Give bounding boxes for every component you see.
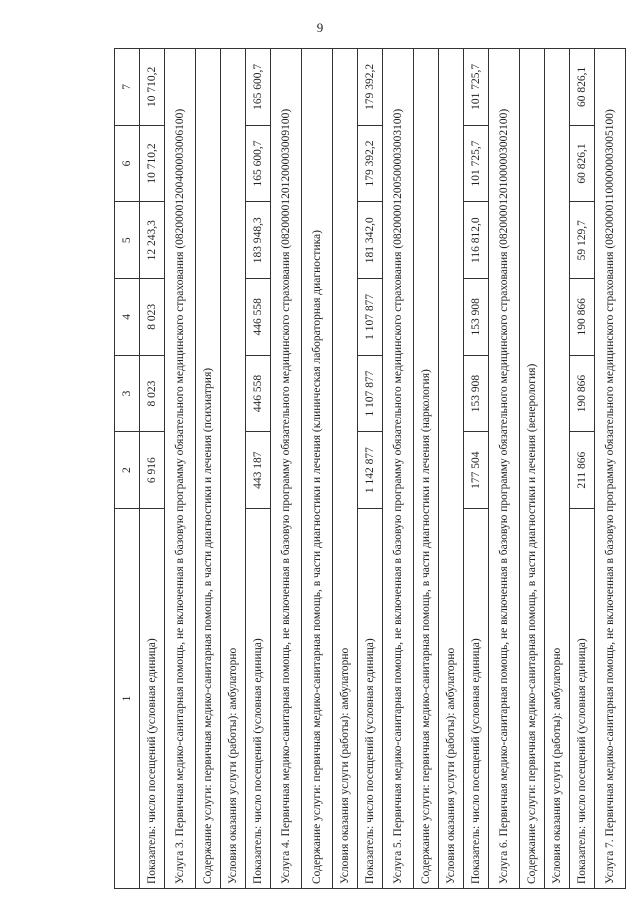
indicator-value: 190 866 (570, 279, 595, 356)
service-info-cell: Условия оказания услуги (работы): амбулаторно (439, 49, 464, 889)
service-info-cell: Содержание услуги: первичная медико-санитарная помощь, в части диагностики и лечения (психиатрия) (196, 49, 221, 889)
indicator-value: 183 948,3 (246, 202, 271, 279)
full-width-row (520, 49, 545, 889)
indicator-row (358, 49, 383, 889)
full-width-row (221, 49, 246, 889)
indicator-value: 10 710,2 (140, 49, 165, 126)
full-width-row (595, 49, 626, 889)
service-title-cell: Услуга 4. Первичная медико-санитарная помощь, не включенная в базовую программу обязательного медицинского страхования (08200001201200003009100) (271, 49, 302, 889)
service-title-cell: Услуга 5. Первичная медико-санитарная помощь, не включенная в базовую программу обязательного медицинского страхования (08200001200500003003100) (383, 49, 414, 889)
indicator-row (246, 49, 271, 889)
indicator-value: 190 866 (570, 355, 595, 432)
header-cell: 7 (115, 49, 140, 126)
indicator-value: 1 107 877 (358, 279, 383, 356)
indicator-value: 1 107 877 (358, 355, 383, 432)
indicator-value: 165 600,7 (246, 125, 271, 202)
full-width-row (489, 49, 520, 889)
indicator-row (570, 49, 595, 889)
page-number: 9 (316, 20, 324, 35)
indicator-value: 181 342,0 (358, 202, 383, 279)
full-width-row (302, 49, 333, 889)
table-body (115, 49, 626, 889)
indicator-value: 8 023 (140, 279, 165, 356)
indicator-value: 6 916 (140, 432, 165, 509)
indicator-value: 446 558 (246, 355, 271, 432)
service-info-cell: Условия оказания услуги (работы): амбулаторно (545, 49, 570, 889)
full-width-row (414, 49, 439, 889)
indicator-value: 10 710,2 (140, 125, 165, 202)
indicator-value: 446 558 (246, 279, 271, 356)
indicator-value: 153 908 (464, 355, 489, 432)
indicator-label: Показатель: число посещений (условная единица) (570, 509, 595, 889)
indicator-label: Показатель: число посещений (условная единица) (140, 509, 165, 889)
header-cell: 5 (115, 202, 140, 279)
service-info-cell: Содержание услуги: первичная медико-санитарная помощь, в части диагностики и лечения (венерология) (520, 49, 545, 889)
services-table (114, 48, 626, 889)
indicator-value: 179 392,2 (358, 49, 383, 126)
header-cell: 1 (115, 509, 140, 889)
full-width-row (165, 49, 196, 889)
indicator-value: 165 600,7 (246, 49, 271, 126)
indicator-value: 8 023 (140, 355, 165, 432)
full-width-row (196, 49, 221, 889)
indicator-label: Показатель: число посещений (условная единица) (246, 509, 271, 889)
indicator-value: 179 392,2 (358, 125, 383, 202)
indicator-label: Показатель: число посещений (условная единица) (358, 509, 383, 889)
indicator-value: 101 725,7 (464, 49, 489, 126)
indicator-value: 59 129,7 (570, 202, 595, 279)
indicator-value: 1 142 877 (358, 432, 383, 509)
indicator-value: 177 504 (464, 432, 489, 509)
indicator-label: Показатель: число посещений (условная единица) (464, 509, 489, 889)
full-width-row (439, 49, 464, 889)
service-info-cell: Содержание услуги: первичная медико-санитарная помощь, в части диагностики и лечения (наркология) (414, 49, 439, 889)
rotated-table-container (114, 49, 616, 889)
service-title-cell: Содержание услуги: первичная медико-санитарная помощь, в части диагностики и лечения (клиническая лабораторная диагностика) (302, 49, 333, 889)
header-cell: 2 (115, 432, 140, 509)
indicator-row (464, 49, 489, 889)
service-title-cell: Услуга 3. Первичная медико-санитарная помощь, не включенная в базовую программу обязательного медицинского страхования (08200001200400003006100) (165, 49, 196, 889)
indicator-value: 116 812,0 (464, 202, 489, 279)
indicator-value: 443 187 (246, 432, 271, 509)
header-cell: 3 (115, 355, 140, 432)
indicator-value: 12 243,3 (140, 202, 165, 279)
header-cell: 6 (115, 125, 140, 202)
service-info-cell: Условия оказания услуги (работы): амбулаторно (221, 49, 246, 889)
full-width-row (545, 49, 570, 889)
header-cell: 4 (115, 279, 140, 356)
indicator-value: 60 826,1 (570, 125, 595, 202)
indicator-value: 211 866 (570, 432, 595, 509)
service-title-cell: Услуга 7. Первичная медико-санитарная помощь, не включенная в базовую программу обязательного медицинского страхования (08200001100000003005100) (595, 49, 626, 889)
service-title-cell: Услуга 6. Первичная медико-санитарная помощь, не включенная в базовую программу обязательного медицинского страхования (08200001201000003002100) (489, 49, 520, 889)
full-width-row (333, 49, 358, 889)
service-info-cell: Условия оказания услуги (работы): амбулаторно (333, 49, 358, 889)
full-width-row (383, 49, 414, 889)
full-width-row (271, 49, 302, 889)
table-header-row (115, 49, 140, 889)
indicator-value: 153 908 (464, 279, 489, 356)
indicator-value: 101 725,7 (464, 125, 489, 202)
indicator-value: 60 826,1 (570, 49, 595, 126)
indicator-row (140, 49, 165, 889)
